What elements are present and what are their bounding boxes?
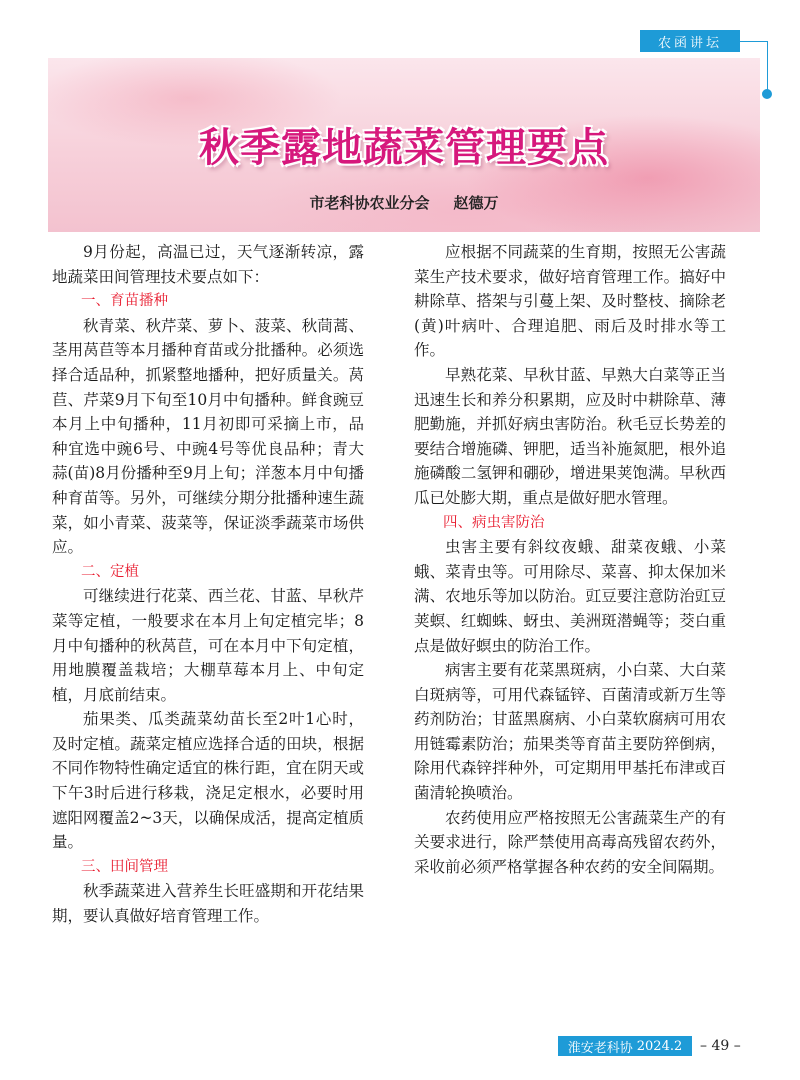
tab-connector-line [740,41,768,42]
section-heading-2: 二、定植 [81,563,139,580]
paragraph: 应根据不同蔬菜的生育期，按照无公害蔬菜生产技术要求，做好培育管理工作。搞好中耕除草、搭架与引蔓上架、及时整枝、摘除老(黄)叶病叶、合理追肥、雨后及时排水等工作。 [414,243,726,360]
paragraph: 秋青菜、秋芹菜、萝卜、菠菜、秋茼蒿、茎用莴苣等本月播种育苗或分批播种。必须选择合适品种，抓紧整地播种，把好质量关。莴苣、芹菜9月下旬至10月中旬播种。鲜食豌豆本月上中旬播种，11月初即可采摘上市，品种宜选中豌6号、中豌4号等优良品种；青大蒜(苗)8月份播种至9月上旬；洋葱本月中旬播种育苗等。另外，可继续分期分批播种速生蔬菜，如小青菜、菠菜等，保证淡季蔬菜市场供应。 [52,316,364,557]
left-column [52,240,364,929]
paragraph: 农药使用应严格按照无公害蔬菜生产的有关要求进行，除严禁使用高毒高残留农药外，采收前必须严格掌握各种农药的安全间隔期。 [414,808,726,876]
section-tab: 农函讲坛 [640,30,740,52]
byline [48,192,760,213]
paragraph: 茄果类、瓜类蔬菜幼苗长至2叶1心时，及时定植。蔬菜定植应选择合适的田块，根据不同作物特性确定适宜的株行距，宜在阴天或下午3时后进行移栽，浇足定根水，必要时用遮阳网覆盖2~3天，以确保成活，提高定植质量。 [52,710,364,852]
author-name: 赵德万 [453,194,499,212]
paragraph: 病害主要有花菜黑斑病，小白菜、大白菜白斑病等，可用代森锰锌、百菌清或新万生等药剂防治；甘蓝黑腐病、小白菜软腐病可用农用链霉素防治；茄果类等育苗主要防猝倒病，除用代森锌拌种外，可定期用甲基托布津或百菌清轮换喷治。 [414,661,726,803]
page-number: – 49 – [700,1038,741,1054]
journal-issue: 2024.2 [636,1038,683,1054]
section-heading-3: 三、田间管理 [81,858,168,875]
journal-name: 淮安老科协 [567,1040,633,1056]
tab-vertical-line [767,41,768,93]
title-banner [48,58,760,232]
tab-dot [762,89,772,99]
paragraph: 可继续进行花菜、西兰花、甘蓝、早秋芹菜等定植，一般要求在本月上旬定植完毕；8月中旬播种的秋莴苣，可在本月中下旬定植，用地膜覆盖栽培；大棚草莓本月上、中旬定植，月底前结束。 [52,587,364,704]
journal-badge [558,1036,692,1056]
intro-paragraph: 9月份起，高温已过，天气逐渐转凉，露地蔬菜田间管理技术要点如下： [52,243,364,286]
paragraph: 秋季蔬菜进入营养生长旺盛期和开花结果期，要认真做好培育管理工作。 [52,882,364,926]
right-column [414,240,726,879]
paragraph: 虫害主要有斜纹夜蛾、甜菜夜蛾、小菜蛾、菜青虫等。可用除尽、菜喜、抑太保加米满、农地乐等加以防治。豇豆要注意防治豇豆荚螟、红蜘蛛、蚜虫、美洲斑潜蝇等；茭白重点是做好螟虫的防治工作。 [414,538,726,655]
paragraph: 早熟花菜、早秋甘蓝、早熟大白菜等正当迅速生长和养分积累期，应及时中耕除草、薄肥勤施，并抓好病虫害防治。秋毛豆长势差的要结合增施磷、钾肥，适当补施氮肥，根外追施磷酸二氢钾和硼砂，增进果荚饱满。早秋西瓜已处膨大期，重点是做好肥水管理。 [414,365,726,507]
section-heading-4: 四、病虫害防治 [443,514,545,531]
author-org: 市老科协农业分会 [309,194,430,212]
section-heading-1: 一、育苗播种 [81,293,168,310]
article-title: 秋季露地蔬菜管理要点 [199,125,609,171]
